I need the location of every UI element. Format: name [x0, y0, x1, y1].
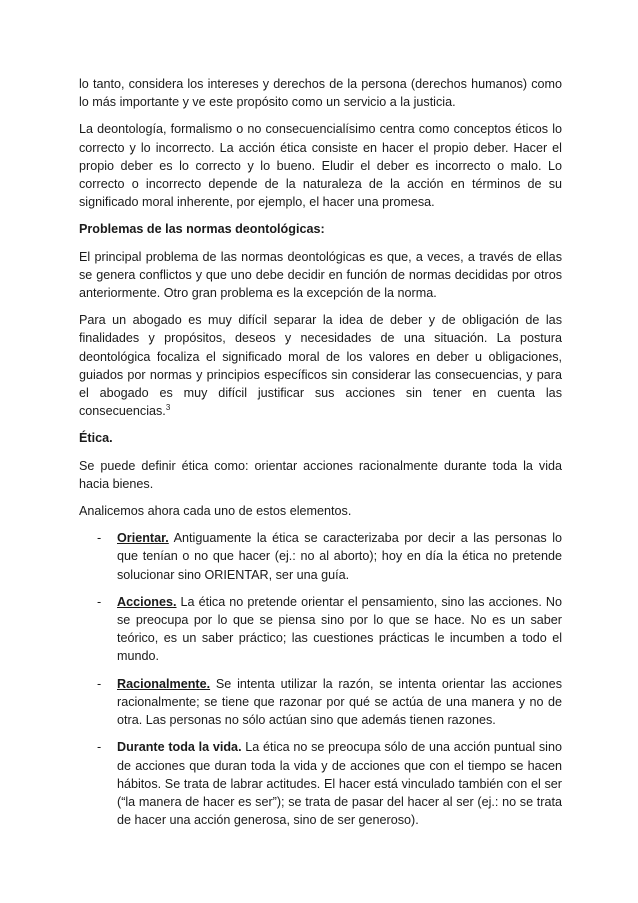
paragraph-ethics-definition: Se puede definir ética como: orientar acciones racionalmente durante toda la vida hacia bienes.	[79, 458, 562, 491]
paragraph-lawyer	[79, 311, 562, 420]
paragraph-analysis: Analicemos ahora cada uno de estos elementos.	[79, 504, 352, 519]
list-text: La ética no pretende orientar el pensamiento, sino las acciones. No se preocupa por lo que se piensa sino por lo que se hace. No es un saber teórico, es un saber práctico; las cuestiones prácticas le incumben a todo el mundo.	[117, 594, 562, 664]
list-term: Orientar.	[117, 531, 169, 546]
paragraph-deontology: La deontología, formalismo o no consecuencialísimo centra como conceptos éticos lo correcto y lo incorrecto. La acción ética consiste en hacer el propio deber. Hacer el propio deber es lo correcto y lo bueno. Eludir el deber es incorrecto o malo. Lo correcto o incorrecto depende de la naturaleza de la acción en términos de su significado moral inherente, por ejemplo, el hacer una promesa.	[79, 122, 562, 210]
document-page	[79, 75, 562, 838]
list-text: Se intenta utilizar la razón, se intenta orientar las acciones racionalmente; se tiene que razonar por qué se actúa de una manera y no de otra. Las personas no sólo actúan sino que además tienen razones.	[117, 676, 562, 728]
list-term: Racionalmente.	[117, 676, 211, 691]
list-item-acciones	[79, 593, 562, 666]
paragraph-lawyer-text: Para un abogado es muy difícil separar la idea de deber y de obligación de las finalidades y propósitos, deseos y necesidades de una situación. La postura deontológica focaliza el significado moral de los valores en deber u obligaciones, guiados por normas y principios específicos sin considerar las consecuencias, y para el abogado es muy difícil justificar sus acciones sin tener en cuenta las consecuencias.	[79, 313, 562, 419]
list-term: Acciones.	[117, 594, 177, 609]
list-bullet: -	[97, 676, 102, 691]
ethics-elements-list	[79, 529, 562, 829]
heading-ethics: Ética.	[79, 431, 113, 446]
list-text: Antiguamente la ética se caracterizaba por decir a las personas lo que tenían o no que hacer (ej.: no al aborto); hoy en día la ética no pretende solucionar sino ORIENTAR, ser una guía.	[117, 531, 562, 582]
list-term: Durante toda la vida.	[117, 740, 242, 755]
list-bullet: -	[97, 531, 102, 546]
footnote-marker: 3	[165, 403, 171, 413]
list-item-racionalmente	[79, 675, 562, 730]
list-item-durante-toda-la-vida	[79, 738, 562, 829]
list-bullet: -	[97, 740, 102, 755]
heading-deontological-problems: Problemas de las normas deontológicas:	[79, 222, 325, 237]
list-bullet: -	[97, 594, 102, 609]
paragraph-rights: lo tanto, considera los intereses y derechos de la persona (derechos humanos) como lo más importante y ve este propósito como un servicio a la justicia.	[79, 77, 562, 110]
list-text: La ética no se preocupa sólo de una acción puntual sino de acciones que duran toda la vida y de acciones que con el tiempo se hacen hábitos. Se trata de labrar actitudes. El hacer está vinculado también con el ser (“la manera de hacer es ser”); se trata de pasar del hacer al ser (ej.: no se trata de hacer una acción generosa, sino de ser generoso).	[117, 740, 562, 828]
list-item-orientar	[79, 529, 562, 584]
paragraph-main-problem: El principal problema de las normas deontológicas es que, a veces, a través de ellas se genera conflictos y que uno debe decidir en función de normas decididas por otros anteriormente. Otro gran problema es la excepción de la norma.	[79, 249, 562, 301]
